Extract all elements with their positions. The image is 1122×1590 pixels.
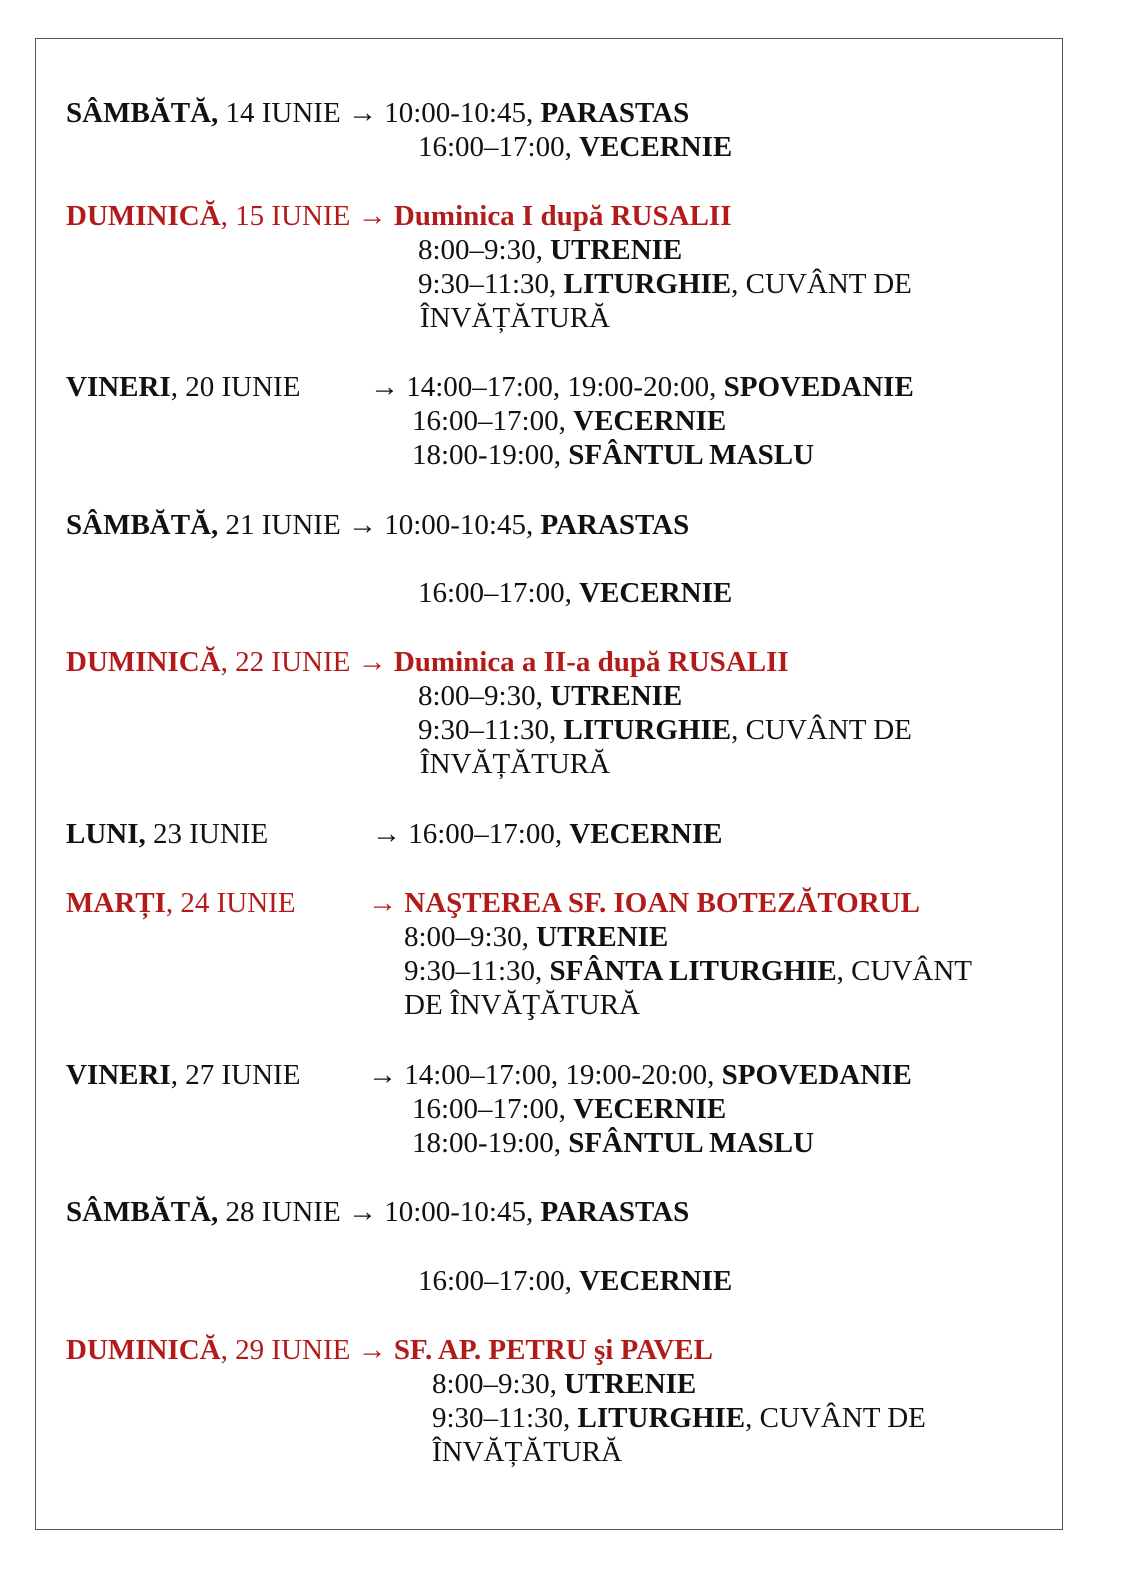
entry-date: , 27 IUNIE xyxy=(170,1059,301,1091)
entry-first-service xyxy=(370,370,914,404)
entry-head-line xyxy=(66,1195,689,1229)
arrow-icon: → xyxy=(368,1059,397,1091)
service-line xyxy=(412,1126,814,1160)
service-time: 16:00–17:00, xyxy=(418,131,572,163)
entry-head-line xyxy=(66,1333,713,1367)
service-time: 14:00–17:00, 19:00-20:00, xyxy=(406,371,717,403)
service-name: LITURGHIE xyxy=(577,1402,746,1434)
service-name: SFÂNTUL MASLU xyxy=(568,1127,815,1159)
service-continuation: DE ÎNVĂŢĂTURĂ xyxy=(404,989,640,1021)
service-line xyxy=(418,233,682,267)
service-line xyxy=(412,1092,726,1126)
service-time: 16:00–17:00, xyxy=(418,1265,572,1297)
arrow-icon: → xyxy=(357,646,387,678)
service-time: 8:00–9:30, xyxy=(404,921,529,953)
service-time: 16:00–17:00, xyxy=(412,405,566,437)
entry-date: 23 IUNIE xyxy=(153,818,269,850)
entry-date: 21 IUNIE xyxy=(225,509,341,541)
service-time: 16:00–17:00, xyxy=(418,577,572,609)
service-name: SFÂNTA LITURGHIE xyxy=(549,955,837,987)
service-name: UTRENIE xyxy=(550,234,683,266)
entry-head-line xyxy=(66,508,689,542)
entry-day: DUMINICĂ xyxy=(66,200,221,232)
entry-day: SÂMBĂTĂ, xyxy=(66,1196,219,1228)
entry-head-line xyxy=(66,645,789,679)
service-name: VECERNIE xyxy=(579,577,733,609)
entry-head-line xyxy=(66,886,296,920)
service-line xyxy=(418,713,912,747)
service-time: 9:30–11:30, xyxy=(432,1402,571,1434)
service-time: 18:00-19:00, xyxy=(412,1127,562,1159)
entry-day: SÂMBĂTĂ, xyxy=(66,509,219,541)
service-name: SFÂNTUL MASLU xyxy=(568,439,815,471)
service-name: PARASTAS xyxy=(540,509,690,541)
feast-name: NAŞTEREA SF. IOAN BOTEZĂTORUL xyxy=(404,887,920,919)
service-line xyxy=(418,267,912,301)
entry-date: , 15 IUNIE xyxy=(220,200,351,232)
entry-head-line xyxy=(66,96,689,130)
entry-day: DUMINICĂ xyxy=(66,646,221,678)
service-line xyxy=(404,954,972,988)
entry-head-line xyxy=(66,199,731,233)
entry-date: , 22 IUNIE xyxy=(220,646,351,678)
entry-date: 28 IUNIE xyxy=(225,1196,341,1228)
service-name: SPOVEDANIE xyxy=(721,1059,912,1091)
service-name: VECERNIE xyxy=(579,1265,733,1297)
service-name: UTRENIE xyxy=(564,1368,697,1400)
arrow-icon: → xyxy=(347,97,377,129)
service-continuation: ÎNVĂȚĂTURĂ xyxy=(420,748,611,780)
service-time: 14:00–17:00, 19:00-20:00, xyxy=(404,1059,715,1091)
service-name: UTRENIE xyxy=(536,921,669,953)
entry-day: SÂMBĂTĂ, xyxy=(66,97,219,129)
service-name: LITURGHIE xyxy=(563,268,732,300)
arrow-icon: → xyxy=(370,371,399,403)
service-time: 8:00–9:30, xyxy=(432,1368,557,1400)
arrow-icon: → xyxy=(357,200,387,232)
service-time: 9:30–11:30, xyxy=(418,268,557,300)
service-continuation: ÎNVĂȚĂTURĂ xyxy=(420,302,611,334)
service-line xyxy=(432,1401,926,1435)
service-name: UTRENIE xyxy=(550,680,683,712)
service-time: 16:00–17:00, xyxy=(412,1093,566,1125)
arrow-icon: → xyxy=(347,1196,377,1228)
service-line xyxy=(418,130,732,164)
service-time: 10:00-10:45, xyxy=(384,509,534,541)
service-time: 16:00–17:00, xyxy=(408,818,563,850)
arrow-icon: → xyxy=(357,1334,387,1366)
service-line xyxy=(412,438,814,472)
feast-name: SF. AP. PETRU şi PAVEL xyxy=(393,1334,713,1366)
service-line xyxy=(418,1264,732,1298)
feast-name: Duminica I după RUSALII xyxy=(393,200,732,232)
arrow-icon: → xyxy=(368,887,397,919)
service-name: PARASTAS xyxy=(540,1196,690,1228)
service-name: SPOVEDANIE xyxy=(723,371,914,403)
service-extra: , CUVÂNT DE xyxy=(745,1402,926,1434)
service-time: 10:00-10:45, xyxy=(384,1196,534,1228)
service-line xyxy=(418,576,732,610)
service-name: VECERNIE xyxy=(573,1093,727,1125)
entry-date: 14 IUNIE xyxy=(225,97,341,129)
arrow-icon: → xyxy=(347,509,377,541)
entry-head-line xyxy=(66,370,300,404)
service-extra: , CUVÂNT xyxy=(836,955,973,987)
arrow-icon: → xyxy=(372,818,401,850)
service-time: 18:00-19:00, xyxy=(412,439,562,471)
entry-day: VINERI xyxy=(66,371,171,403)
service-name: VECERNIE xyxy=(573,405,727,437)
service-line xyxy=(412,404,726,438)
service-extra: , CUVÂNT DE xyxy=(731,714,912,746)
service-name: LITURGHIE xyxy=(563,714,732,746)
service-time: 10:00-10:45, xyxy=(384,97,534,129)
entry-day: LUNI, xyxy=(66,818,146,850)
entry-feast-line xyxy=(368,886,920,920)
feast-name: Duminica a II-a după RUSALII xyxy=(393,646,789,678)
service-name: VECERNIE xyxy=(569,818,723,850)
service-time: 9:30–11:30, xyxy=(404,955,543,987)
service-extra: , CUVÂNT DE xyxy=(731,268,912,300)
entry-first-service xyxy=(368,1058,912,1092)
service-line xyxy=(418,679,682,713)
service-name: PARASTAS xyxy=(540,97,690,129)
entry-head-line xyxy=(66,817,268,851)
entry-date: , 29 IUNIE xyxy=(220,1334,351,1366)
entry-day: MARȚI xyxy=(66,887,166,919)
entry-head-line xyxy=(66,1058,300,1092)
service-time: 9:30–11:30, xyxy=(418,714,557,746)
entry-date: , 20 IUNIE xyxy=(170,371,301,403)
entry-day: DUMINICĂ xyxy=(66,1334,221,1366)
entry-date: , 24 IUNIE xyxy=(165,887,296,919)
service-time: 8:00–9:30, xyxy=(418,680,543,712)
service-name: VECERNIE xyxy=(579,131,733,163)
entry-first-service xyxy=(372,817,722,851)
service-continuation: ÎNVĂȚĂTURĂ xyxy=(432,1436,623,1468)
entry-day: VINERI xyxy=(66,1059,171,1091)
service-line xyxy=(432,1367,696,1401)
service-time: 8:00–9:30, xyxy=(418,234,543,266)
service-line xyxy=(404,920,668,954)
